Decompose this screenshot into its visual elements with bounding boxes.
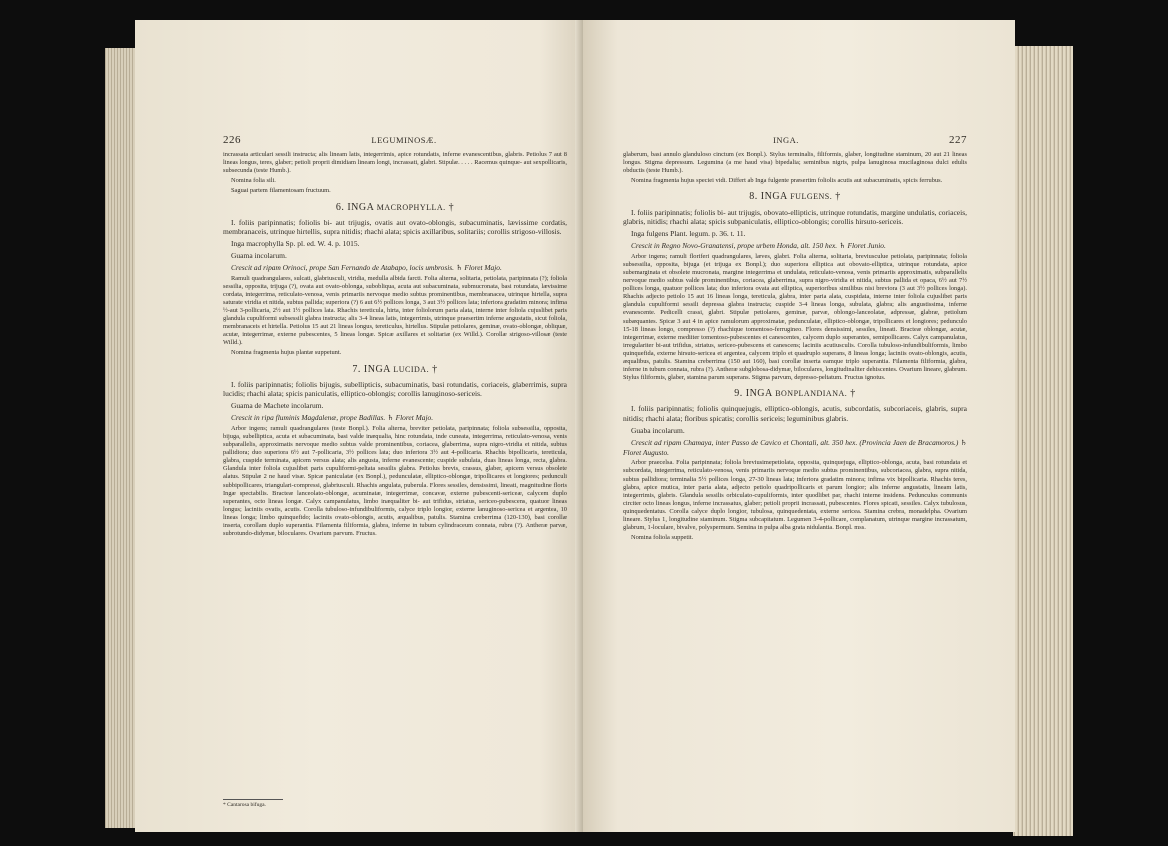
species-heading-7: 7. INGA LUCIDA. † [352,363,438,375]
description: Arbor praecelsa. Folia paripinnata; foliola breviusimepetiolata, opposita, quinquejuga, elliptico-oblonga, acuta, basi rotundata et subcordata, integerrima, reticulato-venosa, venis primariis nervoque medio subtus prominentibus, subcoriacea, glabra, supra nitida, subtus pallidiora; terminalia 5½ pollices longa, 27-30 lineas lata; inferiora gradatim minora; infima vix bipollicaria. Rhachis teres, glabra, apice mutica, inter paria alata, adjecto petiolo quadripollicaris et parum longior; alis inferne angustatis, lineam latis, integerrimis, glabris. Glandula sessilis orbiculato-cupuliformis, inter quodlibet par, rhachi interne insidens. Pedunculus communis circiter octo lineas longus, inferne incrassatus, glaber; petioli proprii incrassati, pubescentes. Flores spicati, sessiles. Calyx tubulosus, quinquedentatus. Corolla calyce duplo longior, tubulosa, quinquedentata, externe sericea. Stamina crebra, monadelpha. Ovarium lineare. Stylus 1, longitudine staminum. Stigma subcapitatum. Legumen 3-4-pollicare, complanatum, utrinque margine incrassatum, glabrum, 1-loculare, bivalve, polyspermum. Semina in pulpa alba grata nidulantia. Bonpl. mss. [623,459,967,532]
diagnosis: I. foliis paripinnatis; foliolis bi- aut trijugis, obovato-ellipticis, utrinque rotundatis, margine undulatis, coriaceis, glabris, nitidis; rhachi alata; spicis subpaniculatis, elliptico-oblongis; corollis hirsuto-sericeis. [623,207,967,227]
continued-text: glaberum, basi annulo glanduloso cinctum (ex Bonpl.). Stylus terminalis, filiformis, glaber, longitudine staminum, 20 aut 21 lineas longus. Stigma depressum. Legumina (a me haud visa) bipedalia; seminibus nigris, pulpa lanuginosa mucilaginosa dulci edulis obductis (teste Humb.). [623,151,967,175]
vernacular-name: Guama incolarum. [231,251,287,261]
left-running-head [223,136,567,144]
note: Nomina foliola suppetit. [631,534,694,542]
note-line: Nomina folia sili. [231,177,276,185]
habitat: Crescit ad ripam Chamaya, inter Passo de Cavico et Chontali, alt. 350 hex. (Provincia Jaen de Bracamoros.) ♄ Floret Augusto. [623,437,967,457]
note: Nomina fragmenta hujus plantæ suppetunt. [231,349,342,357]
left-page [135,20,585,832]
habitat: Crescit in ripa fluminis Magdalenæ, prope Badillas. ♄ Floret Majo. [231,413,434,423]
habitat: Crescit in Regno Novo-Granatensi, prope urbem Honda, alt. 150 hex. ♄ Floret Junio. [631,240,886,250]
species-heading-9: 9. INGA BONPLANDIANA. † [734,388,856,400]
note-line: Saguai partem filamentosam fructuum. [231,187,331,195]
right-page-content [623,136,967,544]
footnote: * Cantarosa bifuga. [223,799,283,808]
diagnosis: I. foliis paripinnatis; foliolis bi- aut trijugis, ovatis aut ovato-oblongis, subacuminatis, lævissime cordatis, membranaceis, utrinque hirtellis, supra nitidis; rhachi alata; spicis axillaribus, solitariis; corollis strigoso-villosis. [223,217,567,237]
species-heading-8: 8. INGA FULGENS. † [749,191,841,203]
right-page-edges [1013,46,1073,836]
species-heading-6: 6. INGA MACROPHYLLA. † [335,201,455,213]
reference: Inga fulgens Plant. legum. p. 36. t. 11. [631,229,746,239]
left-running-title: LEGUMINOSÆ. [371,135,437,145]
left-page-number: 226 [223,134,241,146]
diagnosis: I. foliis paripinnatis; foliolis quinquejugis, elliptico-oblongis, acutis, subcordatis, subcoriaceis, glabris, supra nitidis; rhachi alata; floribus spicatis; corollis sericeis; leguminibus glabris. [623,404,967,424]
vernacular-name: Guaba incolarum. [631,425,685,435]
reference: Inga macrophylla Sp. pl. ed. W. 4. p. 1015. [231,239,360,249]
right-page [583,20,1015,832]
note-line: Nomina fragmenta hujus speciei vidi. Differt ab Inga fulgente præsertim foliolis acutis aut subacuminatis, spicis ferrubus. [631,177,943,185]
description: Arbor ingens; ramuli quadrangulares (teste Bonpl.). Folia alterna, breviter petiolata, paripinnata; foliola subsessilia, opposita, bijuga, subelliptica, acuta et subacuminata, basi valde inæqualia, hinc rotundata, inde cuneata, integerrima, reticulato-venosa, venis subparallelis, approximatis nervoque medio subtus valde prominentibus, coriacea, glaberrima, supra nigro-viridia et nitida, subtus pallidiora; duo superiora 6½ aut 7-pollicaria, 3½ pollices lata; duo inferiora 3½ aut 4-pollicaria. Rhachis bipollicaris, tereticula, glabra, cuspide terminata, apicem versus alata; alis angusta, inferne evanescente; cuspide subulata, duas lineas longa, recta, glabra. Glandula inter foliola cujuslibet paris cupuliformi-peltata sessilis glabra. Petiolus brevis, crassus, glaber, apicem versus obsolete alatus. Stipulæ 2 ne haud visæ. Spicæ paniculatæ (ex Bonpl.), pedunculatæ, elliptico-oblongæ, tripollicares et longiores; pedunculi subbipollicares, triangulari-compressi, glabriusculi. Rhachis angulata, puberula. Flores sessiles, densissimi, lineati, magnitudine floris Ingæ spectabilis. Bracteæ lanceolato-oblongæ, acuminatæ, integerrimæ, concavæ, externe pubescenti-sericeæ, calycem duplo superantes, octo lineas longæ. Calyx campanulatus, limbo inæqualiter bi- aut trifidus, striatus, sericeo-pubescens, quatuor lineas longus; laciniis ovatis, acutis. Corolla tubuloso-infundibuliformis, calyce triplo longior, externe lanuginoso-sericea et argentea, 10 lineas longa; limbo quinquefido; laciniis ovato-oblongis, acutis, æqualibus, patulis. Stamina creberrima (120-130), basi corollæ inserta, corollam duplo superantia. Filamenta filiformia, glabra, inferne in tubum cylindraceum connata, rubra (?). Antheræ parvæ, subrotundo-didymæ, biloculares. Ovarium parvum. Fructus. [223,424,567,538]
left-page-content [223,136,567,540]
vernacular-name: Guama de Machete incolarum. [231,401,324,411]
continued-text: incrassata articulari sessili instructa; alis lineam latis, integerrimis, apice rotundatis, inferne evanescentibus, glabris. Petiolus 7 aut 8 lineas longus, teres, glaber; petioli proprii dimidiam lineam longi, incrassati, glabri. Stipulæ. . . . . Racemus quinque- aut sexpollicaris, subsecunda (teste Humb.). [223,151,567,175]
habitat: Crescit ad ripam Orinoci, prope San Fernando de Atabapo, locis umbrosis. ♄ Floret Majo. [231,262,502,272]
right-page-number: 227 [949,134,967,146]
right-running-title: INGA. [773,135,799,145]
right-running-head [623,136,967,144]
diagnosis: I. foliis paripinnatis; foliolis bijugis, subellipticis, subacuminatis, basi rotundatis, coriaceis, glaberrimis, supra lucidis; rhachi alata; spicis paniculatis, elliptico-oblongis; corollis lanuginoso-sericeis. [223,379,567,399]
open-book [105,8,1073,838]
description: Arbor ingens; ramuli floriferi quadrangulares, læves, glabri. Folia alterna, solitaria, breviusculue petiolata, paripinnata; foliola subsessilia, opposita, bijuga (et trijuga ex Bonpl.); duo superiora elliptica aut obovato-elliptica, utrinque rotundata, apice subemarginata et obsolete mucronata, margine integerrima et undulata, reticulato-venosa, venis primariis approximatis, subparallelis nervoque medio subtus valde prominentibus, coriacea, glaberrima, supra nigro-viridia et nitida, subtus pallida et opaca, 6½ aut 7½ pollices longa, quatuor pollices lata; duo inferiora ovata aut elliptica, superioribus similibus nisi breviora (3 aut 3½ pollices longa). Rhachis adjecto petiolo 15 aut 16 lineas longa, tereticula, glabra, inter paria alata, cuspidata, interne inter foliola cujuslibet paris glandula cupuliformi sessili depressa glabra instructa; cuspide 3-4 lineas longa, subulata, glabra; alis angustissima, inferne evanescente. Pedicelli crassi, glabri. Stipulæ petiolares, geminæ, parvæ, oblongo-lanceolatæ, adpressæ, glabræ, petiolum subæquantes. Spicæ 3 aut 4 in apice ramulorum approximatæ, pedunculatæ, elliptico-oblongæ, tripollicares et longiores; pedunculo 15-18 lineas longo, compresso (?) rhachique tomentoso-ferrugineo. Flores densissimi, sessiles, lineati. Bracteæ oblongæ, acutæ, integerrimæ, externe mediiter tomentoso-pubescentes et canescentes, calycem duplo superantes, semipollicares. Calyx campanulatus, irregulariter bi-aut trifidus, striatus, sericeo-pubescens et canescens; laciniis acutiusculis. Corolla tubuloso-infundibuliformis, limbo quinquefida, externe hirsuto-sericea et argentea, calycem triplo et quadruplo superans, 8 lineas longa; laciniis ovato-oblongis, acutis, æqualibus, patulis. Stamina creberrima (150 aut 160), basi corollæ inserta eamque triplo superantia. Filamenta filiformia, glabra, inferne in tubum connata, rubra (?). Antheræ subglobosa-didymæ, biloculares, longitudinaliter dehiscentes. Ovarium lineare, glabrum. Stylus filiformis, glaber, stamina parum superans. Stigma parvum, depresso-peltatum. Fructus ignotus. [623,252,967,382]
description: Ramuli quadrangulares, sulcati, glabriusculi, viridia, medulla albida farcti. Folia alterna, solitaria, petiolata, paripinnata (?); foliola sessilia, opposita, trijuga (?), ovata aut ovato-oblonga, subobliqua, acuta aut subacuminata, submucronata, basi rotundata, lævissime cordata, integerrima, reticulato-venosa, venis primariis nervoque medio subtus prominentibus, membranacea, utrinque hirtella, supra saturate viridia et nitida, subtus pallida; superiora (?) 6 aut 6½ pollices longa, 3 aut 3½ pollices lata; inferiora gradatim minora; infima ½-aut 3-pollicaria, 2½ aut 1½ pollices lata. Rhachis tereticula, hirta, inter foliolorum paria alata, interne inter foliola cujuslibet paris glandula cupuliformi subsessili glabra instructa; alis 3-4 lineas latis, integerrimis, utrinque praesertim inferne angustatis, sicut foliola, membranaceis et hirtella. Petiolus 15 aut 21 lineas longus, tereticulus, hirtellus. Stipulæ petiolares, geminæ, ovato-oblongæ, obliquæ, acutæ, integerrimæ, externe pubescentes, 5 lineas longæ. Spicæ axillares et solitariæ (ex Willd.). Corollæ strigoso-villosæ (teste Willd.). [223,274,567,347]
